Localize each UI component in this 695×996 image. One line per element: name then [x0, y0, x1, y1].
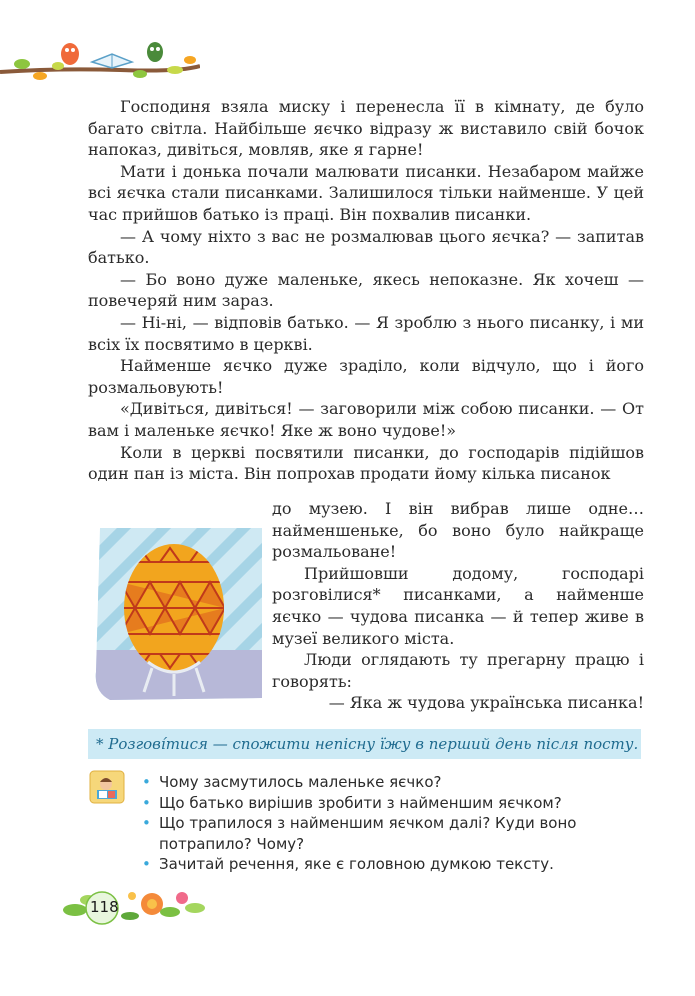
story-text [88, 96, 644, 485]
paragraph: — Яка ж чудова українська писанка! [328, 693, 644, 713]
paragraph: — Ні-ні, — відповів батько. — Я зроблю з нього писанку, і ми всіх їх посвятимо в церкві. [88, 312, 644, 354]
flower-border-icon [60, 880, 210, 930]
paragraph: Коли в церкві посвятили писанки, до господарів підійшов один пан із міста. Він попрохав продати йому кілька писанок [88, 442, 644, 484]
paragraph: «Дивіться, дивіться! — заговорили між собою писанки. — От вам і маленьке яєчко! Яке ж воно чудове!» [88, 399, 644, 440]
branch-birds-icon [0, 30, 200, 90]
bullet: • [142, 814, 151, 832]
story-text-wrapped [272, 498, 644, 714]
list-item [140, 854, 640, 875]
paragraph: до музею. І він вибрав лише одне… найменшеньке, бо воно було найкраще розмальоване! [272, 499, 644, 562]
bullet: • [142, 793, 151, 812]
footnote-text: * Розговíтися — спожити непісну їжу в перший день після посту. [96, 735, 639, 753]
bullet: • [142, 855, 151, 873]
list-item [140, 813, 640, 854]
easter-egg-illustration [90, 522, 270, 702]
paragraph: — Бо воно дуже маленьке, якесь непоказне. Як хочеш — повечеряй ним зараз. [88, 269, 644, 311]
list-item [140, 793, 640, 814]
bullet: • [142, 773, 151, 791]
question-text: Що трапилося з найменшим яєчком далі? Куди воно потрапило? Чому? [159, 814, 577, 853]
paragraph: Люди оглядають ту прегарну працю і говорять: [272, 650, 644, 691]
question-text: Чому засмутилось маленьке яєчко? [159, 773, 442, 791]
reading-child-icon [89, 770, 125, 804]
questions-list [140, 772, 640, 875]
paragraph: Господиня взяла миску і перенесла її в кімнату, де було багато світла. Найбільше яєчко відразу ж виставило свій бочок напоказ, дивіться, мовляв, яке я гарне! [88, 97, 644, 160]
list-item [140, 772, 640, 793]
paragraph: Найменше яєчко дуже зраділо, коли відчуло, що і його розмальовують! [88, 356, 644, 397]
question-text: Зачитай речення, яке є головною думкою тексту. [159, 855, 554, 873]
page-number: 118 [90, 898, 119, 916]
question-text: Що батько вирішив зробити з найменшим яєчком? [159, 793, 562, 812]
paragraph: Мати і донька почали малювати писанки. Незабаром майже всі яєчка стали писанками. Залишилося тільки найменше. У цей час прийшов батько із праці. Він похвалив писанки. [88, 161, 644, 224]
paragraph: — А чому ніхто з вас не розмалював цього яєчка? — запитав батько. [88, 226, 644, 268]
footnote [88, 729, 641, 759]
paragraph: Прийшовши додому, господарі розговілися* писанками, а найменше яєчко — чудова писанка — й тепер живе в музеї великого міста. [272, 563, 644, 648]
